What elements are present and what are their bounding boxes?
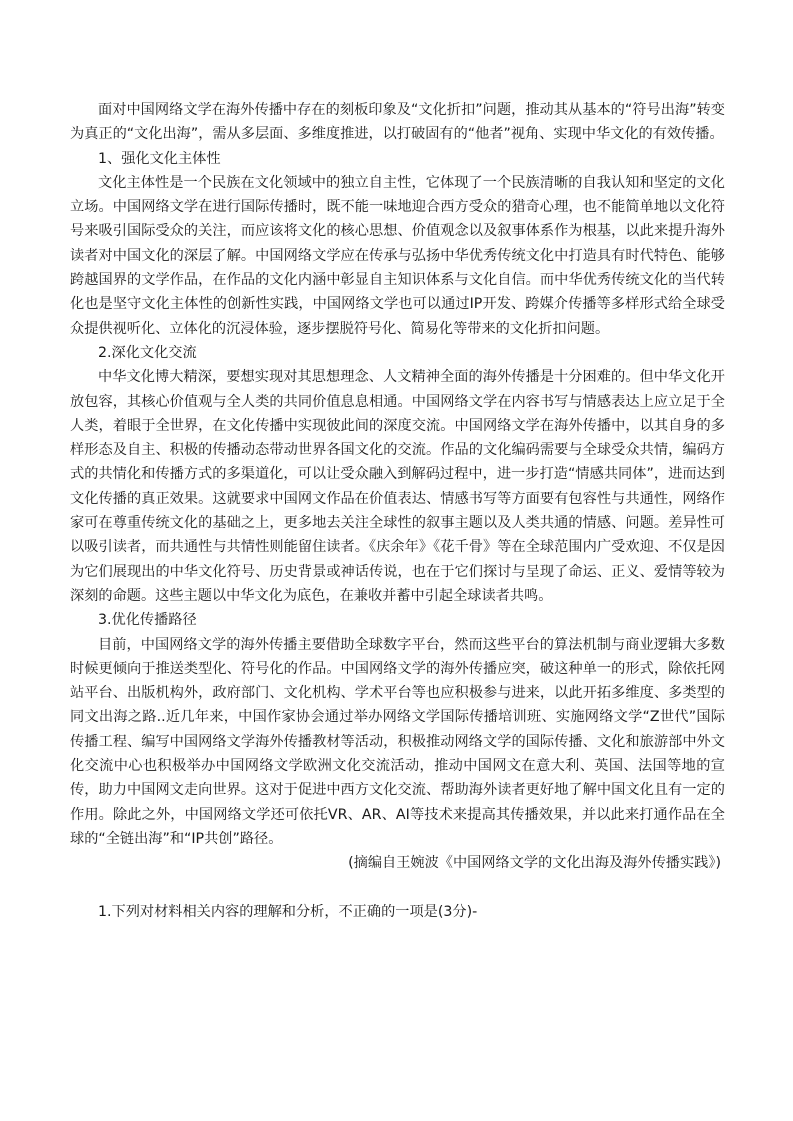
section-body-3: 目前，中国网络文学的海外传播主要借助全球数字平台，然而这些平台的算法机制与商业逻辑大多数时候更倾向于推送类型化、符号化的作品。中国网络文学的海外传播应突，破这种单一的形式，除依托网站平台、出版机构外，政府部门、文化机构、学术平台等也应积极参与进来，以此开拓多维度、多类型的同文出海之路..近几年来，中国作家协会通过举办网络文学国际传播培训班、实施网络文学“Z世代”国际传播工程、编写中国网络文学海外传播教材等活动，积极推动网络文学的国际传播、文化和旅游部中外文化交流中心也积极举办中国网络文学欧洲文化交流活动，推动中国网文在意大利、英国、法国等地的宣传，助力中国网文走向世界。这对于促进中西方文化交流、帮助海外读者更好地了解中国文化且有一定的作用。除此之外，中国网络文学还可依托VR、AR、AI等技术来提高其传播效果，并以此来打通作品在全球的“全链出海”和“IP共创”路径。 bbox=[70, 636, 725, 847]
question-1: 1.下列对材料相关内容的理解和分析，不正确的一项是(3分)- bbox=[98, 903, 478, 920]
section-body-1: 文化主体性是一个民族在文化领域中的独立自主性，它体现了一个民族清晰的自我认知和坚定的文化立场。中国网络文学在进行国际传播时，既不能一味地迎合西方受众的猎奇心理，也不能简单地以文化符号来吸引国际受众的关注，而应该将文化的核心思想、价值观念以及叙事体系作为根基，以此来提升海外读者对中国文化的深层了解。中国网络文学应在传承与弘扬中华优秀传统文化中打造具有时代特色、能够跨越国界的文学作品，在作品的文化内涵中彰显自主知识体系与文化自信。而中华优秀传统文化的当代转化也是坚守文化主体性的创新性实践，中国网络文学也可以通过IP开发、跨媒介传播等多样形式给全球受众提供视听化、立体化的沉浸体验，逐步摆脱符号化、简易化等带来的文化折扣问题。 bbox=[70, 174, 725, 337]
section-heading-2: 2.深化文化交流 bbox=[98, 344, 197, 361]
section-body-2: 中华文化博大精深，要想实现对其思想理念、人文精神全面的海外传播是十分困难的。但中华文化开放包容，其核心价值观与全人类的共同价值息息相通。中国网络文学在内容书写与情感表达上应立足于全人类，着眼于全世界，在文化传播中实现彼此间的深度交流。中国网络文学在海外传播中，以其自身的多样形态及自主、积极的传播动态带动世界各国文化的交流。作品的文化编码需要与全球受众共情，编码方式的共情化和传播方式的多渠道化，可以让受众融入到解码过程中，进一步打造“情感共同体”，进而达到文化传播的真正效果。这就要求中国网文作品在价值表达、情感书写等方面要有包容性与共通性，网络作家可在尊重传统文化的基础之上，更多地去关注全球性的叙事主题以及人类共通的情感、问题。差异性可以吸引读者，而共通性与共情性则能留住读者。《庆余年》《花千骨》等在全球范围内广受欢迎、不仅是因为它们展现出的中华文化符号、历史背景或神话传说，也在于它们探讨与呈现了命运、正义、爱情等较为深刻的命题。这些主题以中华文化为底色，在兼收并蓄中引起全球读者共鸣。 bbox=[70, 369, 725, 604]
document-page bbox=[70, 98, 725, 924]
section-heading-3: 3.优化传播路径 bbox=[98, 612, 197, 629]
intro-paragraph: 面对中国网络文学在海外传播中存在的刻板印象及“文化折扣”问题，推动其从基本的“符号出海”转变为真正的“文化出海”，需从多层面、多维度推进，以打破固有的“他者”视角、实现中华文化的有效传播。 bbox=[70, 102, 725, 143]
source-citation: (摘编自王婉波《中国网络文学的文化出海及海外传播实践》) bbox=[348, 855, 721, 872]
section-heading-1: 1、强化文化主体性 bbox=[98, 150, 221, 167]
